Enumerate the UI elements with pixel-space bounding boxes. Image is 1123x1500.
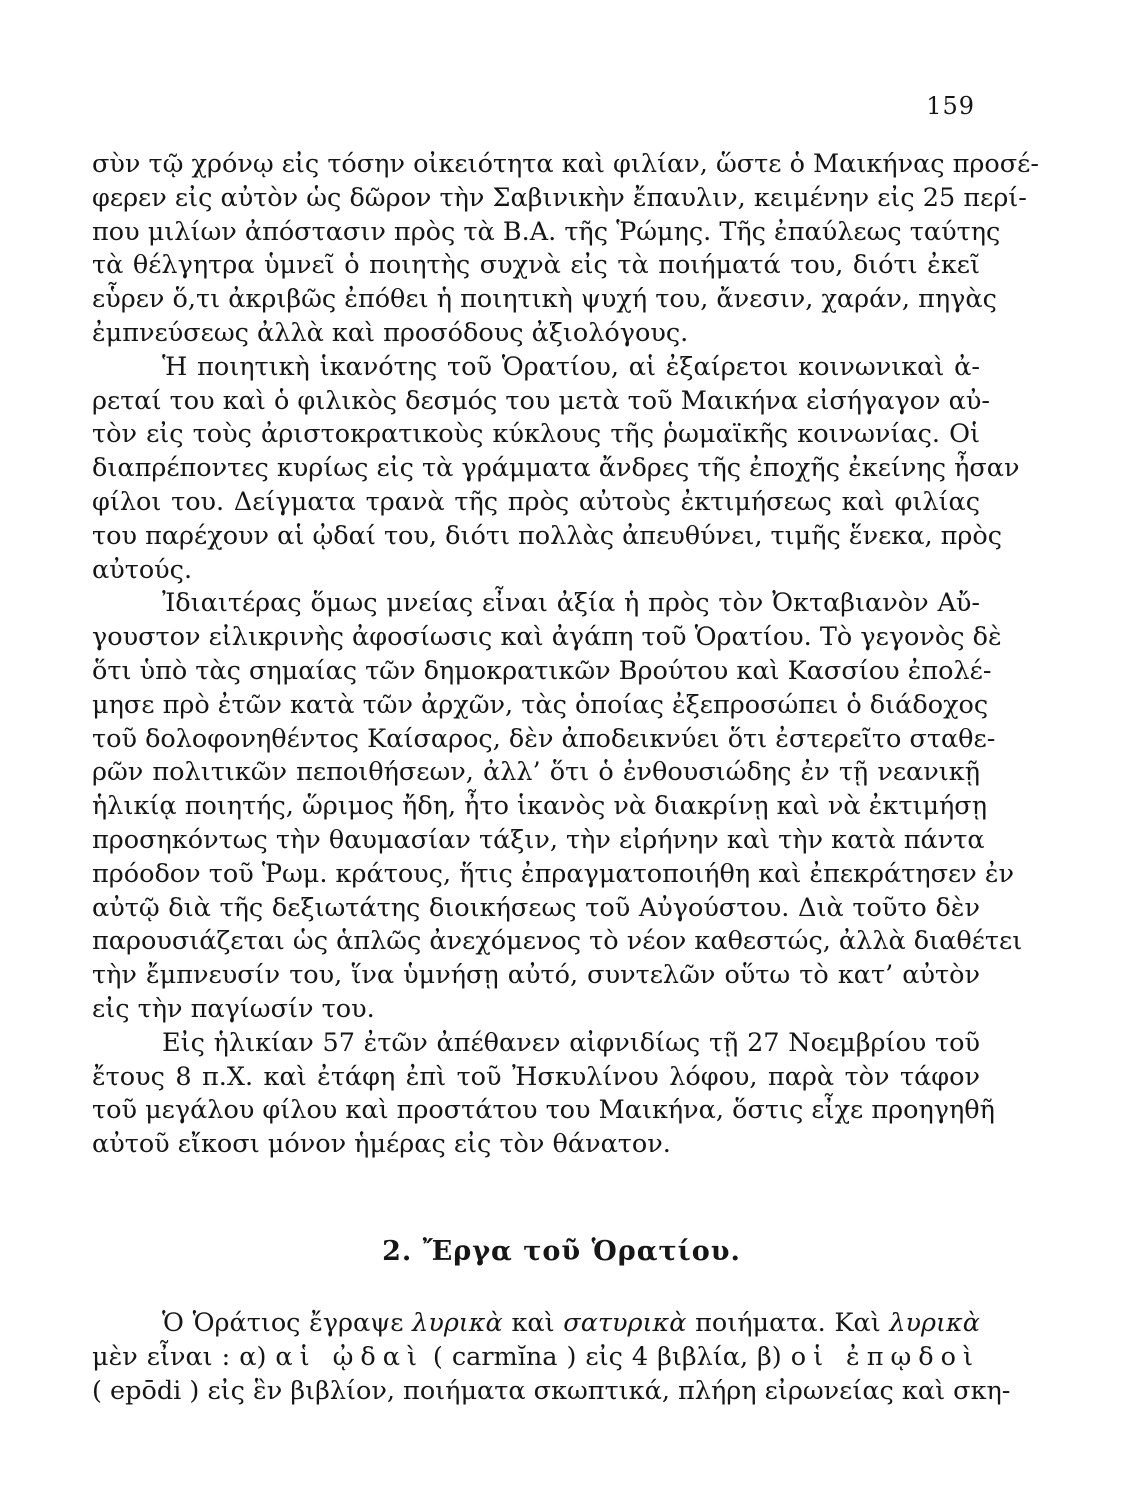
- text-line: ἐμπνεύσεως ἀλλὰ καὶ προσόδους ἀξιολόγους.: [92, 317, 689, 348]
- text-line: τὸν εἰς τοὺς ἀριστοκρατικοὺς κύκλους τῆς ῥωμαϊκῆς κοινωνίας. Οἱ: [92, 419, 980, 450]
- text-line: αὐτούς.: [92, 554, 193, 585]
- text-line: Ἰδιαιτέρας ὅμως μνείας εἶναι ἀξία ἡ πρὸς τὸν Ὀκταβιανὸν Αὔ-: [162, 588, 980, 619]
- text-line: ρῶν πολιτικῶν πεποιθήσεων, ἀλλ’ ὅτι ὁ ἐνθουσιώδης ἐν τῇ νεανικῇ: [92, 757, 980, 788]
- page-number: 159: [926, 92, 975, 120]
- section-heading: 2. Ἔργα τοῦ Ὁρατίου.: [382, 1236, 741, 1267]
- text-line: φερεν εἰς αὐτὸν ὡς δῶρον τὴν Σαβινικὴν ἔπαυλιν, κειμένην εἰς 25 περί-: [92, 182, 1027, 213]
- text-line: Ἡ ποιητικὴ ἱκανότης τοῦ Ὁρατίου, αἱ ἐξαίρετοι κοινωνικαὶ ἀ-: [162, 351, 980, 382]
- text-line: ἔτους 8 π.Χ. καὶ ἐτάφη ἐπὶ τοῦ Ἠσκυλίνου λόφου, παρὰ τὸν τάφον: [92, 1061, 980, 1092]
- italic-term: λυρικὰ: [889, 1308, 980, 1338]
- text-line: που μιλίων ἀπόστασιν πρὸς τὰ Β.Α. τῆς Ῥώμης. Τῆς ἐπαύλεως ταύτης: [92, 216, 1001, 247]
- text-line: διαπρέποντες κυρίως εἰς τὰ γράμματα ἄνδρες τῆς ἐποχῆς ἐκείνης ἦσαν: [92, 453, 1020, 484]
- section-line: μὲν εἶναι : α) αἱ ᾠδαὶ ( carmĭna ) εἰς 4 βιβλία, β) οἱ ἐπῳδοὶ: [92, 1341, 980, 1372]
- text-line: τοῦ δολοφονηθέντος Καίσαρος, δὲν ἀποδεικνύει ὅτι ἐστερεῖτο σταθε-: [92, 723, 996, 754]
- section-text: [92, 1307, 1011, 1408]
- section-line: Ὁ Ὁράτιος ἔγραψε λυρικὰ καὶ σατυρικὰ ποιήματα. Καὶ λυρικὰ: [162, 1308, 980, 1338]
- text-line: ἡλικίᾳ ποιητής, ὥριμος ἤδη, ἦτο ἱκανὸς νὰ διακρίνῃ καὶ νὰ ἐκτιμήσῃ: [92, 791, 987, 822]
- italic-term: σατυρικὰ: [563, 1308, 687, 1338]
- spaced-term: αἱ ᾠδαὶ: [275, 1341, 424, 1372]
- text-line: φίλοι του. Δείγματα τρανὰ τῆς πρὸς αὐτοὺς ἐκτιμήσεως καὶ φιλίας: [92, 486, 980, 517]
- text-line: προσηκόντως τὴν θαυμασίαν τάξιν, τὴν εἰρήνην καὶ τὴν κατὰ πάντα: [92, 824, 985, 855]
- text-line: παρουσιάζεται ὡς ἁπλῶς ἀνεχόμενος τὸ νέον καθεστώς, ἀλλὰ διαθέτει: [92, 926, 1023, 957]
- text-line: εὗρεν ὅ,τι ἀκριβῶς ἐπόθει ἡ ποιητικὴ ψυχή του, ἄνεσιν, χαράν, πηγὰς: [92, 284, 997, 315]
- text-line: αὐτοῦ εἴκοσι μόνον ἡμέρας εἰς τὸν θάνατον.: [92, 1129, 671, 1160]
- spaced-term: οἱ ἐπῳδοὶ: [790, 1341, 980, 1372]
- italic-term: λυρικὰ: [412, 1308, 503, 1338]
- text-line: γουστον εἰλικρινὴς ἀφοσίωσις καὶ ἀγάπη τοῦ Ὁρατίου. Τὸ γεγονὸς δὲ: [92, 622, 1002, 653]
- section-line: ( epōdi ) εἰς ἓν βιβλίον, ποιήματα σκωπτικά, πλήρη εἰρωνείας καὶ σκη-: [92, 1375, 1011, 1406]
- text-line: αὐτῷ διὰ τῆς δεξιωτάτης διοικήσεως τοῦ Αὐγούστου. Διὰ τοῦτο δὲν: [92, 892, 980, 923]
- text-line: Εἰς ἡλικίαν 57 ἐτῶν ἀπέθανεν αἰφνιδίως τῇ 27 Νοεμβρίου τοῦ: [162, 1027, 980, 1058]
- text-line: σὺν τῷ χρόνῳ εἰς τόσην οἰκειότητα καὶ φιλίαν, ὥστε ὁ Μαικήνας προσέ-: [92, 149, 1040, 179]
- text-line: εἰς τὴν παγίωσίν του.: [92, 993, 375, 1024]
- text-line: ρεταί του καὶ ὁ φιλικὸς δεσμός του μετὰ τοῦ Μαικήνα εἰσήγαγον αὐ-: [92, 385, 991, 416]
- text-line: πρόοδον τοῦ Ῥωμ. κράτους, ἥτις ἐπραγματοποιήθη καὶ ἐπεκράτησεν ἐν: [92, 858, 1015, 889]
- text-line: τὴν ἔμπνευσίν του, ἵνα ὑμνήσῃ αὐτό, συντελῶν οὕτω τὸ κατ’ αὐτὸν: [92, 960, 980, 991]
- text-line: τὰ θέλγητρα ὑμνεῖ ὁ ποιητὴς συχνὰ εἰς τὰ ποιήματά του, διότι ἐκεῖ: [92, 250, 980, 281]
- text-line: του παρέχουν αἱ ᾠδαί του, διότι πολλὰς ἀπευθύνει, τιμῆς ἕνεκα, πρὸς: [92, 520, 1003, 551]
- text-line: ὅτι ὑπὸ τὰς σημαίας τῶν δημοκρατικῶν Βρούτου καὶ Κασσίου ἐπολέ-: [92, 655, 992, 686]
- text-line: τοῦ μεγάλου φίλου καὶ προστάτου του Μαικήνα, ὅστις εἶχε προηγηθῆ: [92, 1095, 995, 1126]
- body-text: [92, 148, 1040, 1162]
- text-line: μησε πρὸ ἐτῶν κατὰ τῶν ἀρχῶν, τὰς ὁποίας ἐξεπροσώπει ὁ διάδοχος: [92, 689, 989, 720]
